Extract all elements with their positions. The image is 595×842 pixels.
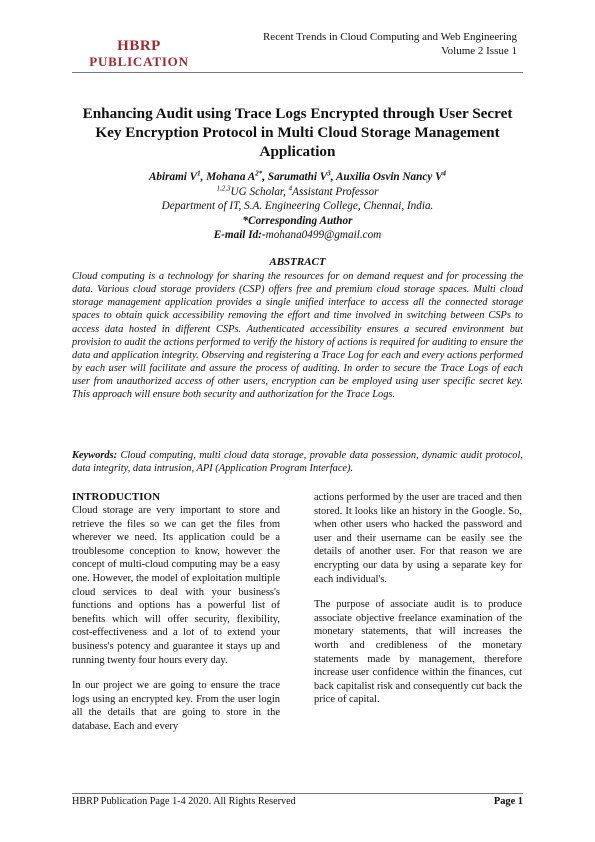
logo-line-2: PUBLICATION <box>89 54 189 69</box>
keywords-list: Cloud computing, multi cloud data storage, provable data possession, dynamic audit protocol, data integrity, data intrusion, API (Application Program Interface). <box>72 450 523 475</box>
journal-volume: Volume 2 Issue 1 <box>441 45 517 57</box>
footer-copyright: HBRP Publication Page 1-4 2020. All Rights Reserved <box>72 796 296 807</box>
paper-title: Enhancing Audit using Trace Logs Encrypted through User Secret Key Encryption Protocol in Multi Cloud Storage Management Application <box>82 105 513 160</box>
logo-line-1: HBRP <box>117 38 161 54</box>
keywords-label: Keywords: <box>72 450 118 461</box>
column-left <box>72 491 280 746</box>
corresponding-author: *Corresponding Author <box>242 214 353 227</box>
paragraph: The purpose of associate audit is to produce associate objective freelance examination of the monetary statements, that will increases the worth and credibleness of the monetary statements made by management, therefore increase user confidence within the finances, cut back capitalist risk and consequently cut back the price of capital. <box>314 599 522 706</box>
author-names <box>72 170 523 185</box>
paragraph: In our project we are going to ensure the trace logs using an encrypted key. From the user login all the details that are going to store in the database. Each and every <box>72 680 280 732</box>
author-4: Auxilia Osvin Nancy $V^4$ <box>335 169 447 183</box>
paragraph: actions performed by the user are traced and then stored. It looks like an history in the Google. So, when other users who hacked the password and user and their username can be easily see the details of another user. For that reason we are encrypting our data by using a separate key for each individual's. <box>314 492 522 585</box>
author-1: Abirami $V^1$, <box>148 169 207 183</box>
section-heading-introduction: INTRODUCTION <box>72 491 161 503</box>
journal-info <box>263 30 517 58</box>
publisher-logo <box>74 38 204 70</box>
column-right <box>314 491 522 719</box>
author-3: Sarumathi $V^3$, <box>267 169 336 183</box>
author-roles: $^{1,2,3}$UG Scholar, $^4$Assistant Professor <box>216 183 379 198</box>
keywords <box>72 449 523 475</box>
header-rule <box>72 72 523 73</box>
journal-name: Recent Trends in Cloud Computing and Web Engineering <box>262 31 517 43</box>
email-address[interactable]: mohana0499@gmail.com <box>265 229 382 241</box>
footer-rule <box>72 793 523 794</box>
author-block <box>72 170 523 243</box>
author-department: Department of IT, S.A. Engineering College, Chennai, India. <box>161 200 434 212</box>
page-number: Page 1 <box>493 796 523 807</box>
author-2: Mohana $A^{2*}$, <box>206 169 268 183</box>
abstract-text: Cloud computing is a technology for sharing the resources for on demand request and for processing the data. Various cloud storage providers (CSP) offers free and premium cloud storage spaces. Multi cloud storage management application provides a single unified interface to access all the connected storage spaces to obtain quick accessibility removing the effort and time involved in switching between CSPs to access data hosted in different CSPs. Authenticated accessibility ensures a secured environment but provision to audit the actions performed to verify the history of actions is required for auditing to ensure the data and application integrity. Observing and registering a Trace Log for each and every actions performed by each user will facilitate and assure the process of auditing. In order to secure the Trace Logs of each user from unauthorized access of other users, encryption can be employed using user specific secret key. This approach will ensure both security and authorization for the Trace Logs. <box>72 271 523 401</box>
paragraph: Cloud storage are very important to store and retrieve the files so we can get the files from wherever we need. Its application could be a troublesome conception to know, however the concept of multi-cloud computing may be a easy one. However, the model of exploitation multiple cloud services to deal with your business's functions and options has a powerful list of benefits which will offer security, flexibility, cost-effectiveness and a lot of to extend your business's potency and guarantee it stays up and running twenty four hours every day. <box>72 505 280 666</box>
author-email: E-mail Id:-mohana0499@gmail.com <box>213 229 382 241</box>
abstract-heading: ABSTRACT <box>269 256 326 268</box>
